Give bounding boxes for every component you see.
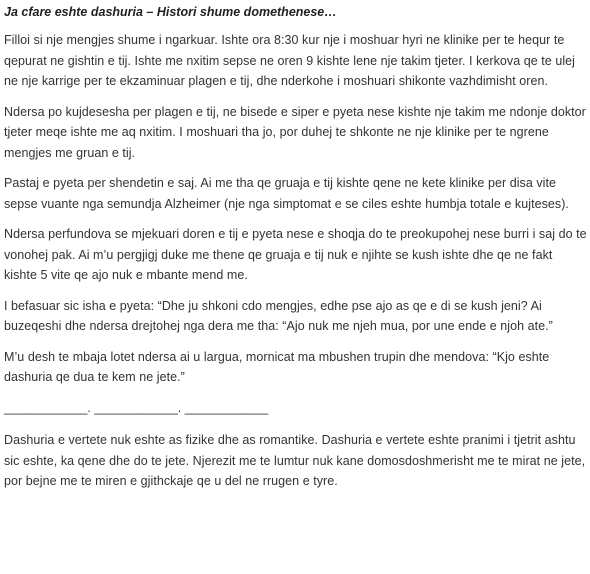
article-paragraph-5: I befasuar sic isha e pyeta: “Dhe ju shkoni cdo mengjes, edhe pse ajo as qe e di se kush jeni? Ai buzeqeshi dhe ndersa drejtohej nga dera me tha: “Ajo nuk me njeh mua, por une ende e njoh ate.” <box>4 298 553 333</box>
closing-paragraph: Dashuria e vertete nuk eshte as fizike dhe as romantike. Dashuria e vertete eshte pranimi i tjetrit ashtu sic eshte, ka qene dhe do te jete. Njerezit me te lumtur nuk kane domosdoshmerisht me te mirat ne jete, por bejne me te miren e gjithckaje qe u del ne rrugen e tyre. <box>4 433 586 488</box>
article-paragraph-2: Ndersa po kujdesesha per plagen e tij, ne bisede e siper e pyeta nese kishte nje takim me ndonje doktor tjeter meqe ishte me aq nxitim. I moshuari tha jo, por duhej te shkonte ne nje klinike per te ngrene mengjes me gruan e tij. <box>4 104 586 160</box>
article-title: Ja cfare eshte dashuria – Histori shume domethenese… <box>4 5 337 19</box>
article-paragraph-6: M’u desh te mbaja lotet ndersa ai u largua, mornicat ma mbushen trupin dhe mendova: “Kjo eshte dashuria qe dua te kem ne jete.” <box>4 349 550 384</box>
article-paragraph-4: Ndersa perfundova se mjekuari doren e tij e pyeta nese e shoqja do te preokupohej nese burri i saj do te vonohej pak. Ai m’u pergjigj duke me thene qe gruaja e tij nuk e njihte se kush ishte dhe qe ne fakt kishte 5 vite qe ajo nuk e mbante mend me. <box>4 227 587 282</box>
article-paragraph-1: Filloi si nje mengjes shume i ngarkuar. Ishte ora 8:30 kur nje i moshuar hyri ne klinike per te hequr te qepurat ne gishtin e tij. Ishte me nxitim sepse ne oren 9 kishte lene nje takim tjeter. I kerkova qe te ulej ne nje karrige per te ekzaminuar plagen e tij, dhe nderkohe i moshuari shikonte vazhdimisht oren. <box>4 33 575 88</box>
article <box>4 2 588 502</box>
section-divider: ____________. ____________. ____________ <box>4 400 269 415</box>
article-paragraph-3: Pastaj e pyeta per shendetin e saj. Ai me tha qe gruaja e tij kishte qene ne kete klinike per disa vite sepse vuante nga semundja Alzheimer (nje nga simptomat e se ciles eshte humbja totale e kujteses). <box>4 176 569 211</box>
